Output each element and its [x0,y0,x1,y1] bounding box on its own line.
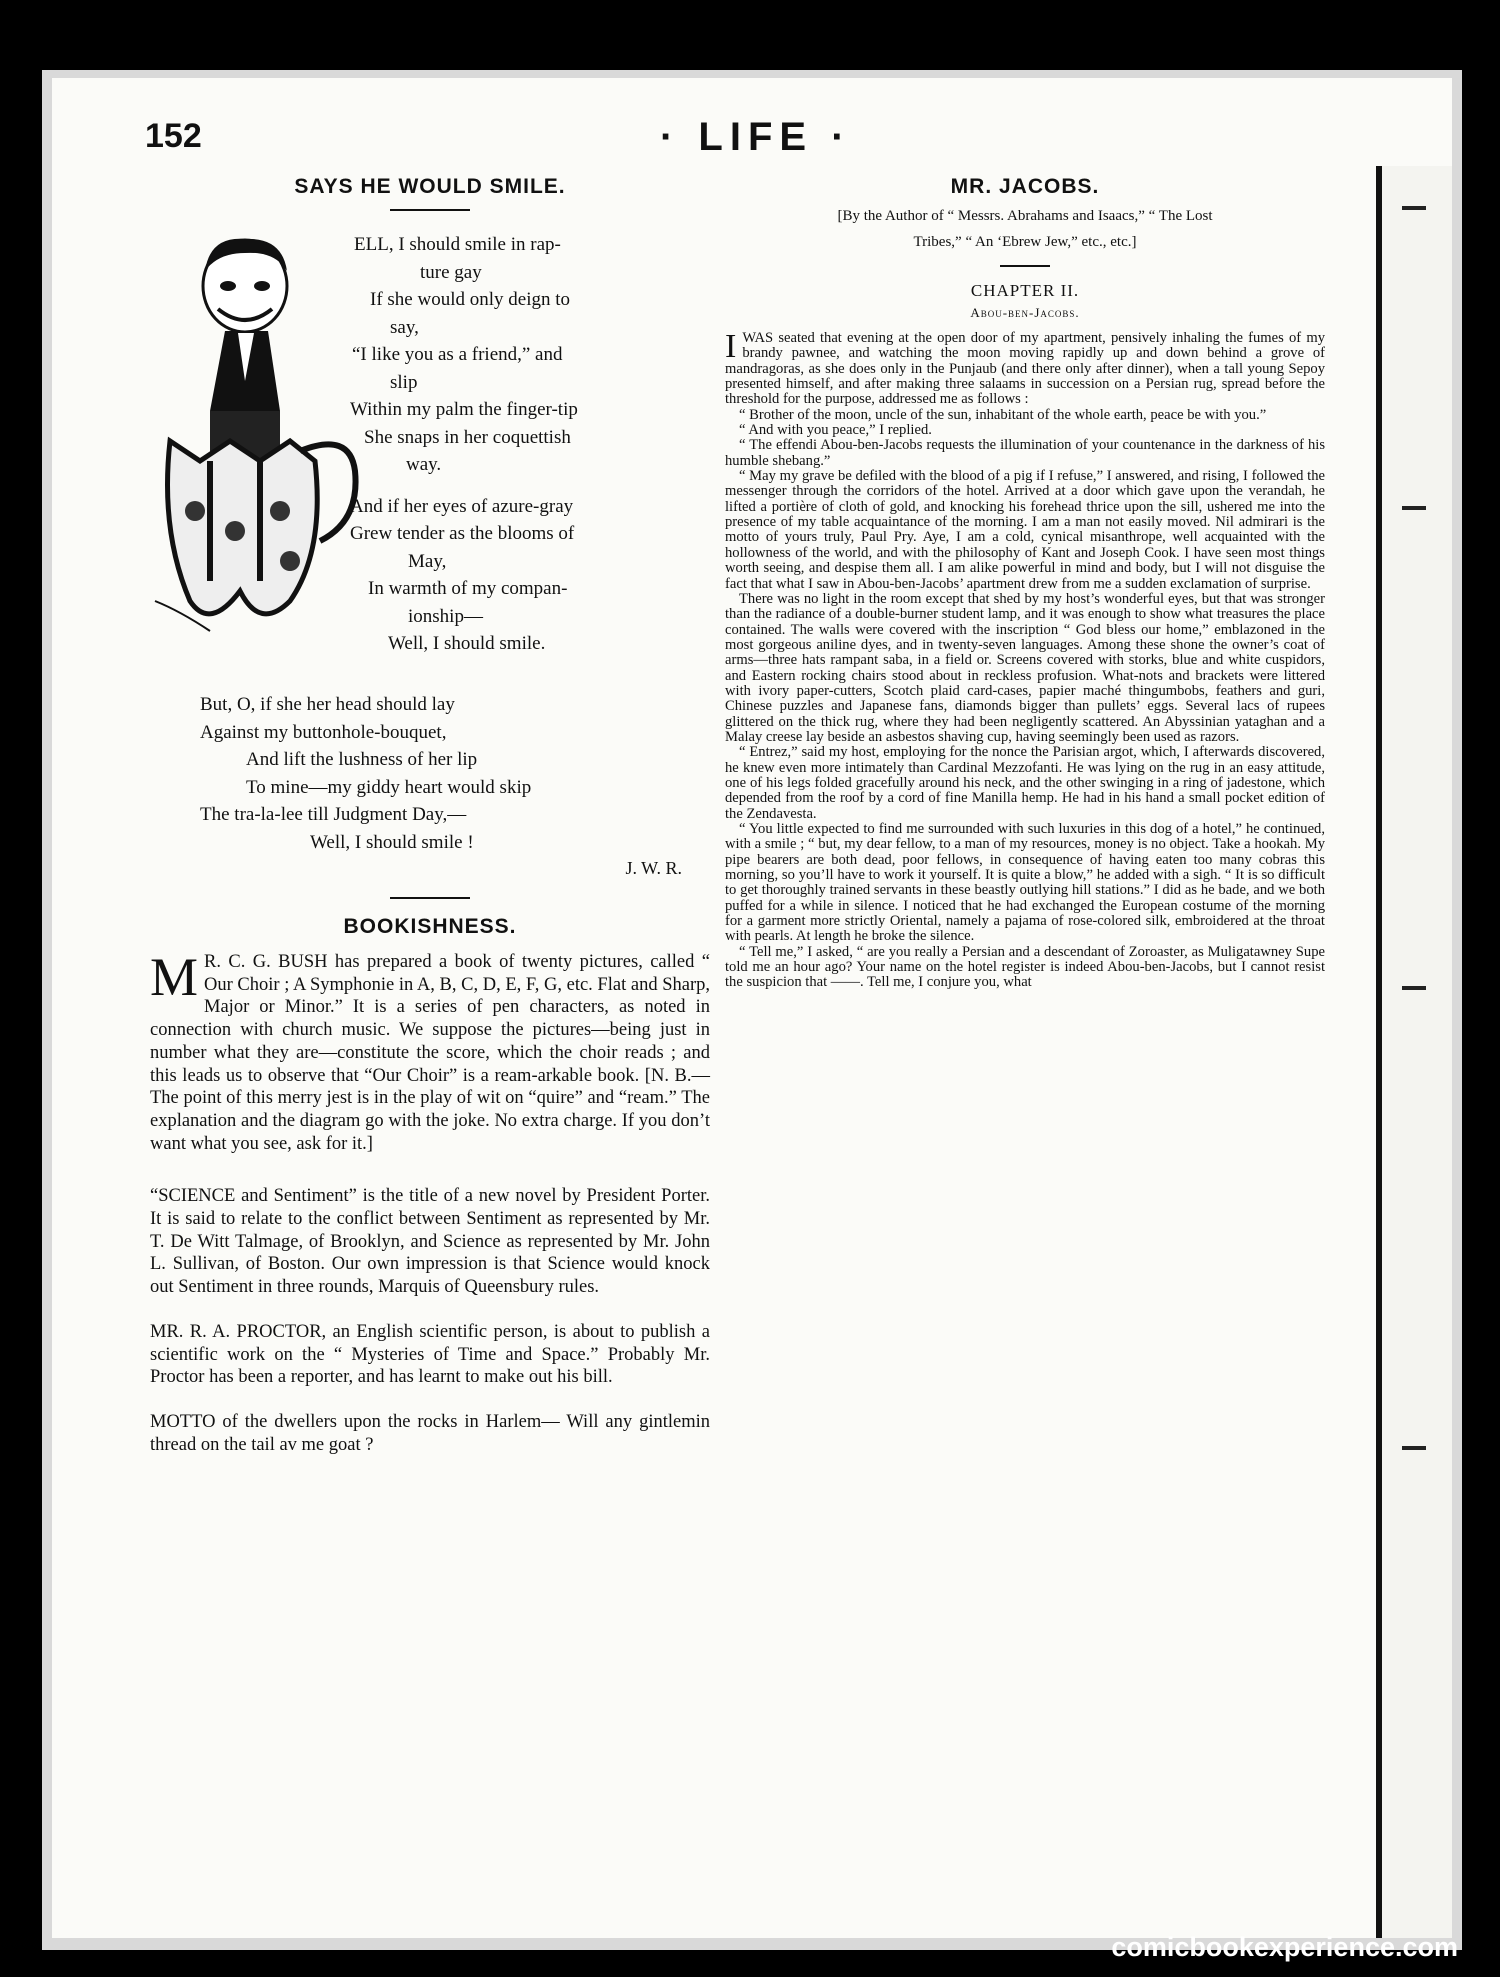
poem-line: Grew tender as the blooms of [350,523,575,544]
poem-line: To mine—my giddy heart would skip [246,776,532,798]
poem-line: Well, I should smile ! [310,831,474,853]
poem-lines-lower [150,691,710,856]
bookishness-title: BOOKISHNESS. [343,915,517,938]
adjacent-page-edge [1376,166,1452,1938]
poem-line: May, [408,550,447,572]
poem-line: She snaps in her coquettish [364,426,571,448]
poem-line: But, O, if she her head should lay [200,694,455,715]
poem-block [150,221,710,691]
story-paragraph: “ Tell me,” I asked, “ are you really a Persian and a descendant of Zoroaster, as Muligatawney Supe told me an hour ago? Your name on the hotel register is indeed Abou-ben-Jacobs, but I cannot resist the suspicion that ——. Tell me, I conjure you, what [725,943,1325,991]
drop-cap: I [725,328,737,365]
story-paragraph: “ Brother of the moon, uncle of the sun, inhabitant of the whole earth, peace be with you.” [739,406,1267,423]
story-paragraph: “ The effendi Abou-ben-Jacobs requests the illumination of your countenance in the darkness of his humble shebang.” [725,437,1325,469]
bookishness-paragraph [150,947,710,1155]
poem-signature: J. W. R. [625,858,682,878]
story-paragraph [725,328,1325,408]
poem-line: Well, I should smile. [388,633,546,654]
poem-line: The tra-la-lee till Judgment Day,— [200,804,467,825]
right-column [725,175,1325,991]
poem-line: say, [390,316,419,338]
poem-stanza-break [350,479,710,493]
page-number: 152 [145,117,202,155]
poem-line: way. [406,454,442,475]
story-byline [725,203,1325,255]
left-column [150,175,710,1478]
poem-line: ionship— [408,605,483,627]
masthead-title: · LIFE · [660,115,852,159]
poem-line: Within my palm the finger-tip [350,399,578,420]
poem-line: ELL, I should smile in rap- [354,234,561,255]
divider [390,209,470,211]
poem-line: In warmth of my compan- [368,578,568,599]
poem-line: And lift the lushness of her lip [246,749,478,770]
bookishness-text: R. C. G. BUSH has prepared a book of twenty pictures, called “ Our Choir ; A Symphonie in A, B, C, D, E, F, G, etc. Flat and Sharp, Major or Minor.” It is a series of pen characters, as noted in connection with church music. We suppose the pictures—being just in number what they are—constitute the score, which the choir reads ; and this leads us to observe that “Our Choir” is a ream-arkable book. [N. B.—The point of this merry jest is in the play of wit on “quire” and “ream.” The explanation and the diagram go with the joke. No extra charge. If you don’t want what you see, ask for it.] [150,952,710,1154]
story-paragraph: There was no light in the room except that shed by my host’s wonderful eyes, but that was stronger than the radiance of a double-burner student lamp, and it was enough to show what treasures the place contained. The walls were covered with the inscription “ God bless our home,” emblazoned in the most gorgeous aniline dyes, and in twenty-seven languages. Among these shone the owner’s coat of arms—three hats rampant saba, in a field or. Screens covered with storks, blue and white cuspidors, and Eastern rocking chairs stood about in reckless profusion. What-nots and brackets were littered with ivory paper-cutters, Scotch plaid card-cases, papier maché thingumbobs, feathers and guri, Chinese puzzles and Japanese fans, diamonds bigger than pullets’ eggs. Several lacs of rupees glittered on the thick rug, where they had been negligently scattered. An Abyssinian yataghan and a Malay creese lay beside an asbestos shaving cup, having seemingly been used as razors. [725,590,1325,745]
poem-line: And if her eyes of azure-gray [350,495,574,517]
poem-lines-upper [350,231,710,658]
poem-title: SAYS HE WOULD SMILE. [294,175,566,198]
watermark: comicbookexperience.com [1111,1932,1458,1962]
story-paragraph: “ May my grave be defiled with the blood of a pig if I refuse,” I answered, and rising, I followed the messenger through the corridors of the hotel. Arrived at a door which gave upon the verandah, he lifted a portière of cloth of gold, and knocking his forehead thrice upon the sill, ushered me into the presence of my table acquaintance of the morning. I am a man not easily moved. Nil admirari is the motto of yours truly, Paul Pry. Aye, I am a cold, cynical misanthrope, well acquainted with the hollowness of the world, and with the philosophy of Kant and Joseph Cook. I have seen most things worth seeing, and despise them all. I am alike powerful in mind and body, but I will not disguise the fact that what I saw in Abou-ben-Jacobs’ apartment drew from me a sudden exclamation of surprise. [725,468,1325,592]
byline-line: Tribes,” “ An ‘Ebrew Jew,” etc., etc.] [913,234,1137,250]
drop-cap: M [150,947,199,1007]
poem-line: “I like you as a friend,” and [352,344,563,365]
divider [390,897,470,899]
chapter-subtitle: Abou-ben-Jacobs. [970,305,1080,320]
story-title: MR. JACOBS. [950,175,1100,198]
motto-paragraph: MOTTO of the dwellers upon the rocks in Harlem— Will any gintlemin thread on the tail av me goat ? [150,1411,710,1455]
story-paragraph-text: WAS seated that evening at the open door of my apartment, pensively inhaling the fumes of my brandy pawnee, and watching the moon moving rapidly up and down behind a grove of mandragoras, as she does only in the Punjaub (and there only after dinner), when a tall young Sepoy presented himself, and after making three salaams in succession on a Persian rug, spread before the threshold for the purpose, addressed me as follows : [725,330,1325,408]
poem-line: slip [390,371,418,393]
divider [1000,265,1050,267]
chapter-heading: CHAPTER II. [970,281,1080,300]
poem-line: If she would only deign to [370,289,571,310]
story-body [725,328,1325,991]
story-paragraph: “ You little expected to find me surrounded with such luxuries in this dog of a hotel,” he continued, with a smile ; “ but, my dear fellow, to a man of my resources, money is no object. Take a hookah. My pipe bearers are both dead, poor fellows, in consequence of having eaten too many cobras this morning, so you’ll have to work it yourself. It is quite a blow,” he added with a sigh. “ It is so difficult to get thoroughly trained servants in these beastly outlying hill stations.” I did as he bade, and we both puffed for a while in silence. I noticed that he had exchanged the European costume of the morning for a garment more strictly Oriental, namely a pajama of rose-colored silk, embroidered at the throat with pearls. At length he broke the silence. [725,821,1325,945]
byline-line: [By the Author of “ Messrs. Abrahams and Isaacs,” “ The Lost [837,208,1213,224]
poem-line: Against my buttonhole-bouquet, [200,721,447,743]
story-paragraph: “ And with you peace,” I replied. [739,422,932,439]
story-paragraph: “ Entrez,” said my host, employing for the nonce the Parisian argot, which, I afterwards discovered, he knew even more intimately than Cardinal Mezzofanti. He was lying on the rug in an easy attitude, one of his legs folded gracefully around his neck, and the other swinging in a ring of jadestone, which depended from the roof by a cord of fine Manilla hemp. He had in his hand a small pocket edition of the Zendavesta. [725,744,1325,822]
poem-line: ture gay [420,261,482,283]
illustration-letter-w [150,231,375,651]
science-paragraph: “SCIENCE and Sentiment” is the title of a new novel by President Porter. It is said to relate to the conflict between Sentiment as represented by Mr. T. De Witt Talmage, of Brooklyn, and Science as represented by Mr. John L. Sullivan, of Boston. Our own impression is that Science would knock out Sentiment in three rounds, Marquis of Queensbury rules. [150,1186,710,1298]
proctor-paragraph: MR. R. A. PROCTOR, an English scientific person, is about to publish a scientific work on the “ Mysteries of Time and Space.” Probably Mr. Proctor has been a reporter, and has learnt to make out his bill. [150,1321,710,1388]
